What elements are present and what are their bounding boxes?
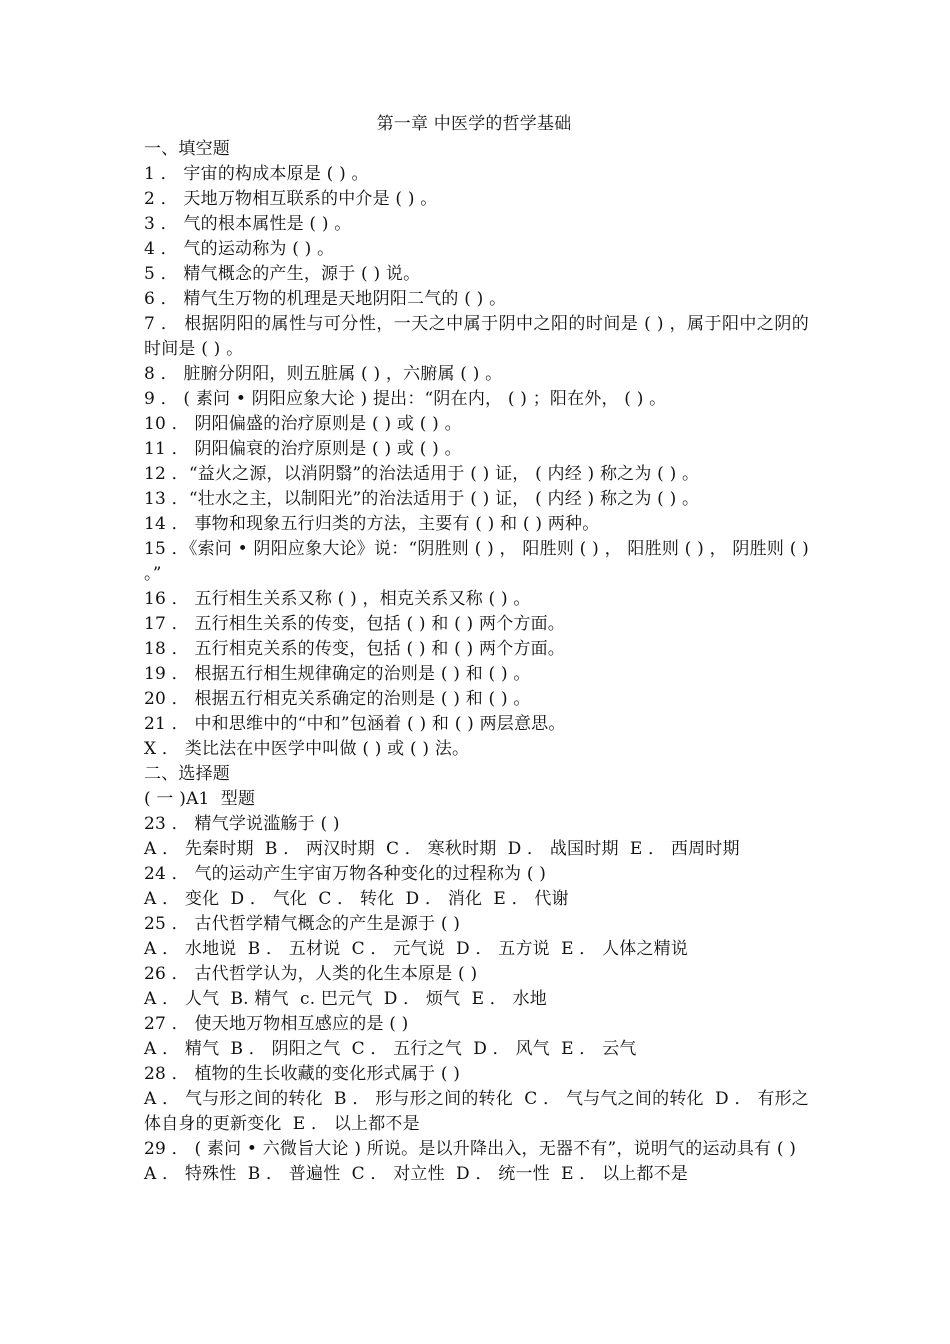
document-line: 2 ． 天地万物相互联系的中介是 ( ) 。: [144, 189, 438, 209]
document-line: 29 ． ( 素问 • 六微旨大论 ) 所说。是以升降出入，无器不有”，说明气的运动具有 ( ): [144, 1139, 797, 1159]
document-line: 23 ． 精气学说滥觞于 ( ): [144, 814, 340, 834]
document-line: 10 ． 阴阳偏盛的治疗原则是 ( ) 或 ( ) 。: [144, 414, 462, 434]
document-line: 26 ． 古代哲学认为，人类的化生本原是 ( ): [144, 964, 478, 984]
document-line: 3 ． 气的根本属性是 ( ) 。: [144, 214, 352, 234]
document-line: A ． 气与形之间的转化 B ． 形与形之间的转化 C ． 气与气之间的转化 D ． 有形之体自身的更新变化 E ． 以上都不是: [144, 1089, 809, 1134]
document-line: 6 ． 精气生万物的机理是天地阴阳二气的 ( ) 。: [144, 289, 507, 309]
document-line: 13 ．“壮水之主，以制阳光”的治法适用于 ( ) 证， ( 内经 ) 称之为 ( ) 。: [144, 489, 700, 509]
document-line: 8 ． 脏腑分阴阳，则五脏属 ( ) ，六腑属 ( ) 。: [144, 364, 503, 384]
document-body: [144, 112, 815, 1187]
document-line: 5 ． 精气概念的产生，源于 ( ) 说。: [144, 264, 421, 284]
document-line: 7 ． 根据阴阳的属性与可分性，一天之中属于阴中之阳的时间是 ( ) ，属于阳中之阴的时间是 ( ) 。: [144, 314, 809, 359]
document-line: 4 ． 气的运动称为 ( ) 。: [144, 239, 335, 259]
document-line: A ． 人气 B. 精气 c. 巴元气 D ． 烦气 E ． 水地: [144, 989, 547, 1009]
document-line: 一、填空题: [144, 139, 230, 159]
document-line: ( 一 )A1 型题: [144, 789, 256, 809]
document-line: A ． 精气 B ． 阴阳之气 C ． 五行之气 D ． 风气 E ． 云气: [144, 1039, 637, 1059]
document-line: 16 ． 五行相生关系又称 ( ) ，相克关系又称 ( ) 。: [144, 589, 531, 609]
document-line: 20 ． 根据五行相克关系确定的治则是 ( ) 和 ( ) 。: [144, 689, 531, 709]
document-lines: [144, 137, 815, 1187]
document-line: A ． 特殊性 B ． 普遍性 C ． 对立性 D ． 统一性 E ． 以上都不是: [144, 1164, 689, 1184]
document-line: 二、选择题: [144, 764, 230, 784]
document-line: 27 ． 使天地万物相互感应的是 ( ): [144, 1014, 409, 1034]
document-line: 14 ． 事物和现象五行归类的方法，主要有 ( ) 和 ( ) 两种。: [144, 514, 600, 534]
document-line: 11 ． 阴阳偏衰的治疗原则是 ( ) 或 ( ) 。: [144, 439, 462, 459]
document-line: 15 ．《索问 • 阴阳应象大论》说：“阴胜则 ( ) ， 阳胜则 ( ) ， 阳胜则 ( ) ， 阴胜则 ( ) 。”: [144, 539, 815, 584]
document-line: 1 ． 宇宙的构成本原是 ( ) 。: [144, 164, 369, 184]
document-line: 25 ． 古代哲学精气概念的产生是源于 ( ): [144, 914, 461, 934]
document-line: 19 ． 根据五行相生规律确定的治则是 ( ) 和 ( ) 。: [144, 664, 531, 684]
document-line: 18 ． 五行相克关系的传变，包括 ( ) 和 ( ) 两个方面。: [144, 639, 565, 659]
chapter-title: 第一章 中医学的哲学基础: [376, 114, 572, 134]
document-line: 12 ．“益火之源，以消阴翳”的治法适用于 ( ) 证， ( 内经 ) 称之为 ( ) 。: [144, 464, 700, 484]
document-line: 21 ． 中和思维中的“中和”包涵着 ( ) 和 ( ) 两层意思。: [144, 714, 566, 734]
document-line: 9 ． ( 素问 • 阴阳应象大论 ) 提出：“阴在内， ( ) ；阳在外， ( ) 。: [144, 389, 667, 409]
document-line: 24 ． 气的运动产生宇宙万物各种变化的过程称为 ( ): [144, 864, 547, 884]
document-line: A ． 先秦时期 B ． 两汉时期 C ． 寒秋时期 D ． 战国时期 E ． 西周时期: [144, 839, 740, 859]
document-line: 28 ． 植物的生长收藏的变化形式属于 ( ): [144, 1064, 461, 1084]
document-line: A ． 水地说 B ． 五材说 C ． 元气说 D ． 五方说 E ． 人体之精说: [144, 939, 689, 959]
document-line: A ． 变化 D ． 气化 C ． 转化 D ． 消化 E ． 代谢: [144, 889, 569, 909]
document-line: X ． 类比法在中医学中叫做 ( ) 或 ( ) 法。: [144, 739, 470, 759]
document-line: 17 ． 五行相生关系的传变，包括 ( ) 和 ( ) 两个方面。: [144, 614, 565, 634]
